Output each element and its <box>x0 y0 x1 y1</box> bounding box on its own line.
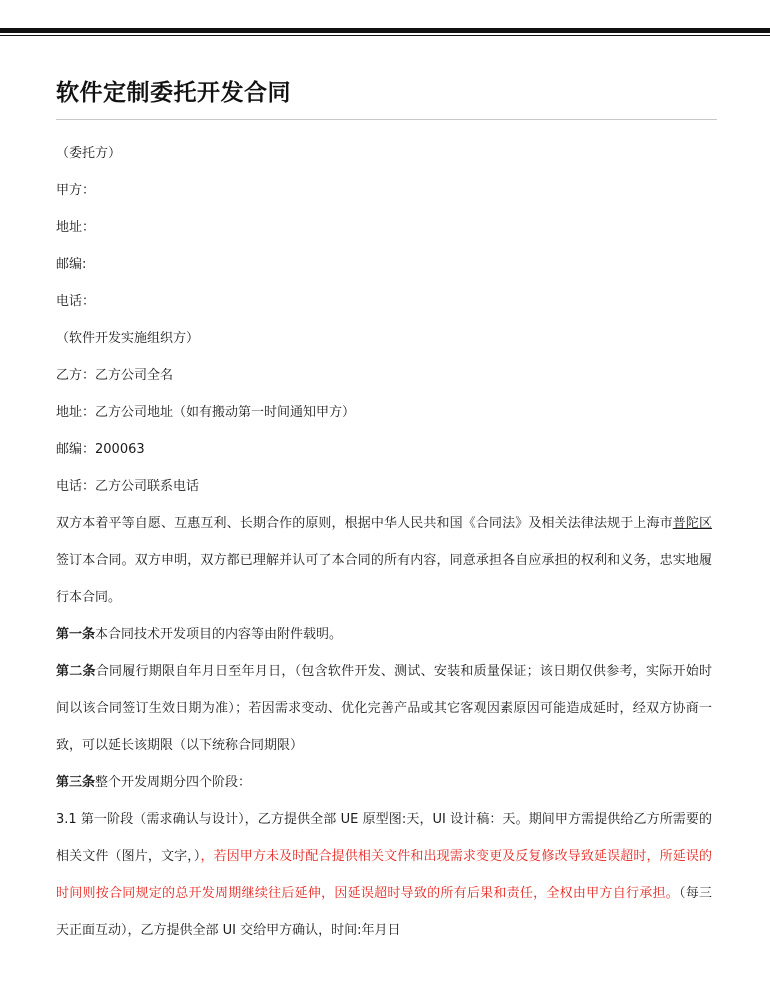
article-2-label: 第二条 <box>56 664 96 679</box>
article-2 <box>56 653 712 764</box>
article-1-label: 第一条 <box>56 627 96 642</box>
party-b-role: （软件开发实施组织方） <box>56 331 200 346</box>
top-border-thin <box>0 35 770 36</box>
party-a-zip: 邮编: <box>56 257 87 272</box>
article-3-label: 第三条 <box>56 775 96 790</box>
article-1-text: 本合同技术开发项目的内容等由附件载明。 <box>95 627 343 642</box>
party-a-address: 地址： <box>56 220 96 235</box>
article-2-text: 合同履行期限自年月日至年月日，（包含软件开发、测试、安装和质量保证；该日期仅供参考，实际开始时间以该合同签订生效日期为准）；若因需求变动、优化完善产品或其它客观因素原因可能造成延时，经双方协商一致，可以延长该期限（以下统称合同期限） <box>56 664 712 753</box>
clause-3-1-text-2: （每三天正面互动），乙方提供全部 UI 交给甲方确认，时间:年月日 <box>56 886 712 938</box>
preamble-paragraph <box>56 505 712 616</box>
document-title: 软件定制委托开发合同 <box>56 80 291 106</box>
clause-3-1-warning: ，若因甲方未及时配合提供相关文件和出现需求变更及反复修改导致延误超时，所延误的时间则按合同规定的总开发周期继续往后延伸，因延误超时导致的所有后果和责任，全权由甲方自行承担。 <box>56 849 712 901</box>
contract-body <box>56 139 712 949</box>
party-b-name: 乙方：乙方公司全名 <box>56 368 174 383</box>
party-a-role: （委托方） <box>56 146 122 161</box>
preamble-text-1: 双方本着平等自愿、互惠互利、长期合作的原则，根据中华人民共和国《合同法》及相关法律法规于上海市 <box>56 516 673 531</box>
article-3-text: 整个开发周期分四个阶段： <box>95 775 252 790</box>
title-divider <box>56 119 717 120</box>
party-a-phone: 电话： <box>56 294 96 309</box>
article-1 <box>56 616 712 653</box>
preamble-text-2: 签订本合同。双方申明，双方都已理解并认可了本合同的所有内容，同意承担各自应承担的权利和义务，忠实地履行本合同。 <box>56 553 712 605</box>
top-border-thick <box>0 28 770 33</box>
party-b-phone: 电话：乙方公司联系电话 <box>56 479 200 494</box>
clause-3-1 <box>56 801 712 949</box>
party-b-address: 地址：乙方公司地址（如有搬动第一时间通知甲方） <box>56 405 356 420</box>
clause-3-1-text-1: 3.1 第一阶段（需求确认与设计），乙方提供全部 UE 原型图:天，UI 设计稿：天。期间甲方需提供给乙方所需要的相关文件（图片，文字，） <box>56 812 712 864</box>
party-a-name: 甲方： <box>56 183 96 198</box>
party-b-zip: 邮编：200063 <box>56 442 145 457</box>
preamble-district: 普陀区 <box>672 516 712 531</box>
article-3 <box>56 764 712 801</box>
